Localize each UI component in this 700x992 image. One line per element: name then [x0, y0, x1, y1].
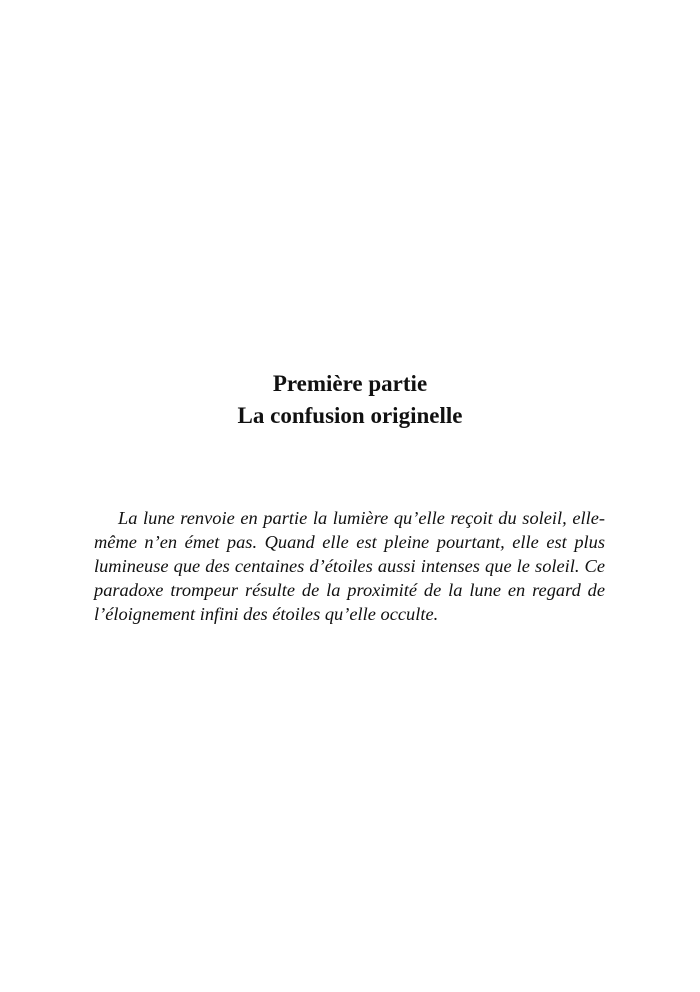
epigraph-paragraph: La lune renvoie en partie la lumière qu’elle reçoit du soleil, elle-même n’en émet pas. Quand elle est pleine pourtant, elle est plus lumineuse que des centaines d’étoiles aussi intenses que le soleil. Ce paradoxe trompeur résulte de la proximité de la lune en regard de l’éloignement infini des étoiles qu’elle occulte. — [94, 508, 605, 624]
part-heading — [0, 368, 700, 432]
part-label: Première partie — [272, 371, 428, 396]
part-title: La confusion originelle — [237, 403, 463, 428]
